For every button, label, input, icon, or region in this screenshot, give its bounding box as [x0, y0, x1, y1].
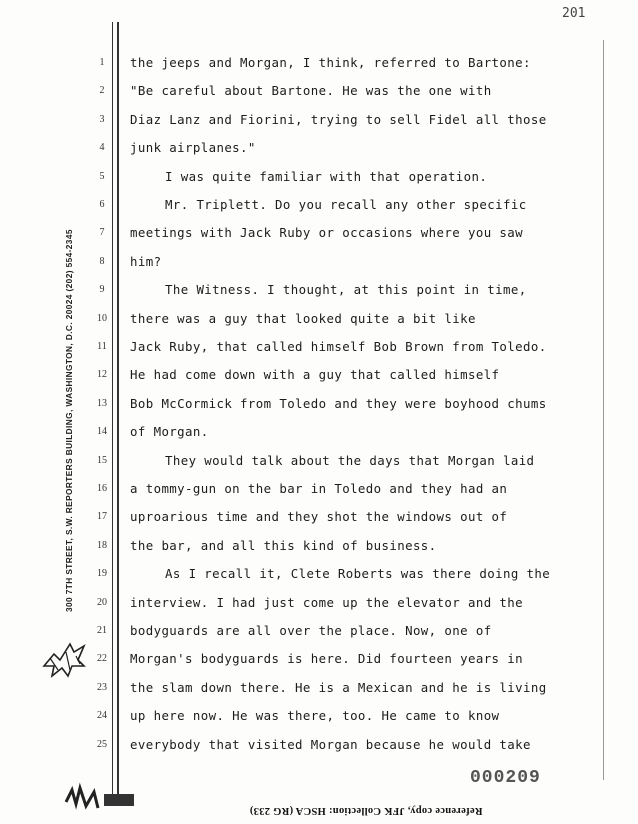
transcript-line: the jeeps and Morgan, I think, referred to Bartone: — [130, 55, 531, 70]
line-number: 14 — [97, 426, 107, 438]
line-number: 9 — [99, 284, 105, 296]
line-number: 8 — [99, 255, 105, 267]
right-margin-rule — [603, 40, 604, 780]
line-number: 1 — [99, 57, 105, 68]
line-number: 2 — [99, 85, 105, 97]
line-number: 24 — [97, 710, 107, 722]
transcript-line: the slam down there. He is a Mexican and he is living — [130, 679, 547, 695]
left-margin-rule-outer — [112, 22, 113, 794]
transcript-line: Morgan's bodyguards is here. Did fourteen years in — [130, 651, 523, 667]
transcript-line: interview. I had just come up the elevator and the — [130, 594, 523, 610]
transcript-line: The Witness. I thought, at this point in time, — [165, 282, 527, 298]
line-number: 20 — [97, 596, 107, 608]
line-number: 13 — [97, 397, 107, 409]
line-number: 18 — [97, 539, 107, 551]
transcript-line: a tommy-gun on the bar in Toledo and they had an — [130, 481, 508, 496]
transcript-line: Mr. Triplett. Do you recall any other specific — [165, 197, 527, 212]
reference-copy-stamp: Reference copy, JFK Collection: HSCA (RG 233) — [249, 805, 483, 816]
transcript-line: Jack Ruby, that called himself Bob Brown from Toledo. — [130, 339, 547, 354]
line-number: 3 — [99, 113, 105, 125]
line-number: 15 — [97, 454, 107, 466]
transcript-line: They would talk about the days that Morgan laid — [165, 452, 535, 468]
transcript-line: there was a guy that looked quite a bit like — [130, 310, 476, 326]
transcript-line: the bar, and all this kind of business. — [130, 537, 437, 553]
reporter-address-vertical: 300 7TH STREET, S.W. REPORTERS BUILDING, WASHINGTON, D.C. 20024 (202) 554-2345 — [64, 229, 74, 612]
transcript-line: of Morgan. — [130, 424, 209, 440]
transcript-line: As I recall it, Clete Roberts was there doing the — [165, 566, 551, 582]
document-id: 000209 — [470, 768, 541, 788]
transcript-line: "Be careful about Bartone. He was the one with — [130, 83, 492, 99]
eagle-stamp-icon — [40, 636, 88, 682]
transcript-line: everybody that visited Morgan because he would take — [130, 736, 531, 752]
line-number: 12 — [97, 369, 107, 381]
page-number: 201 — [562, 6, 586, 21]
line-number: 16 — [97, 483, 107, 494]
left-margin-rule-inner — [117, 22, 119, 794]
transcript-line: uproarious time and they shot the windows out of — [130, 509, 508, 525]
transcript-line: Diaz Lanz and Fiorini, trying to sell Fidel all those — [130, 111, 547, 127]
transcript-line: He had come down with a guy that called himself — [130, 367, 500, 383]
line-number: 23 — [97, 681, 107, 693]
line-number: 19 — [97, 568, 107, 580]
line-number: 10 — [97, 312, 107, 324]
line-number: 25 — [97, 738, 107, 750]
line-number: 5 — [99, 170, 105, 182]
transcript-line: up here now. He was there, too. He came to know — [130, 708, 500, 724]
transcript-line: bodyguards are all over the place. Now, one of — [130, 623, 492, 638]
line-number: 4 — [99, 142, 105, 154]
line-number: 22 — [97, 653, 107, 665]
line-number: 6 — [99, 199, 105, 210]
line-number: 21 — [97, 625, 107, 636]
line-number: 7 — [99, 227, 105, 239]
line-number: 11 — [97, 341, 107, 352]
transcript-line: junk airplanes." — [130, 140, 256, 156]
transcript-line: meetings with Jack Ruby or occasions where you saw — [130, 225, 523, 241]
transcript-line: I was quite familiar with that operation. — [165, 168, 488, 184]
line-number: 17 — [97, 511, 107, 523]
transcript-line: him? — [130, 253, 162, 269]
transcript-line: Bob McCormick from Toledo and they were boyhood chums — [130, 395, 547, 411]
